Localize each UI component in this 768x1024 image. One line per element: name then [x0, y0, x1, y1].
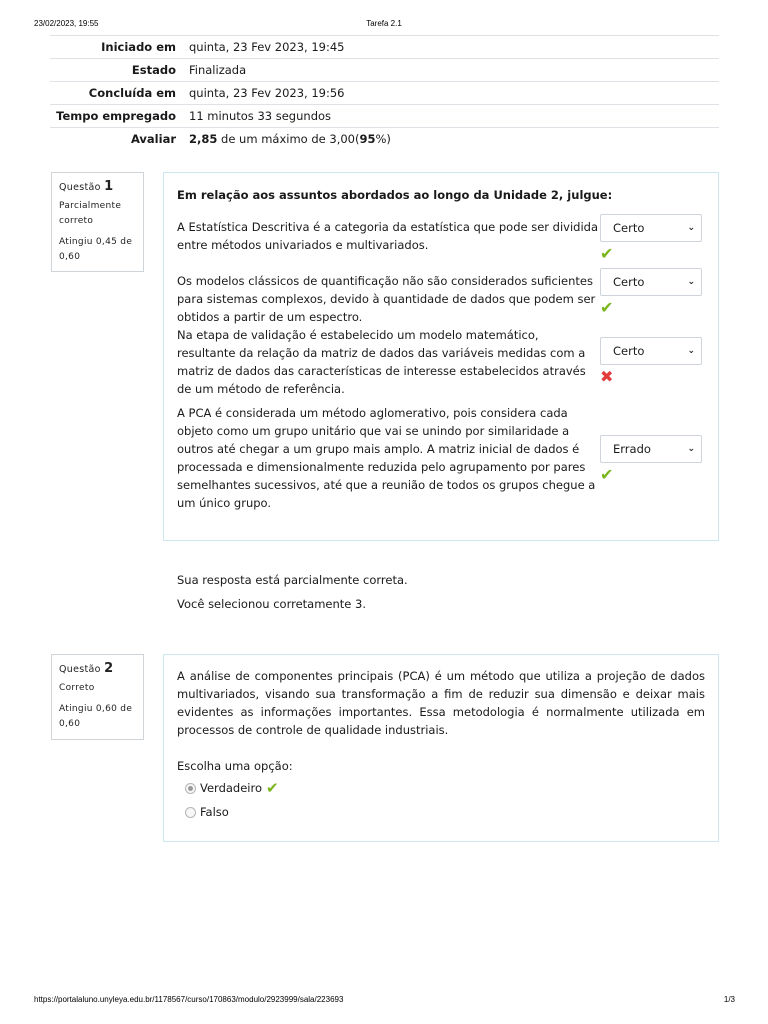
match-item-text: A Estatística Descritiva é a categoria da estatística que pode ser dividida entre métodos univariados e multivariados.: [177, 220, 599, 252]
grade-percent: 95: [359, 132, 376, 146]
question-1-content: [163, 172, 719, 541]
match-item-control: [600, 214, 702, 262]
match-item-control: [600, 435, 702, 483]
cross-icon: ✖: [600, 367, 614, 386]
summary-label: Estado: [131, 63, 176, 77]
print-title: Tarefa 2.1: [366, 19, 402, 28]
summary-value: quinta, 23 Fev 2023, 19:56: [189, 86, 345, 100]
question-number-prefix: Questão: [59, 664, 101, 675]
option-label: Falso: [200, 805, 229, 819]
match-item-1: [177, 218, 705, 272]
chevron-down-icon: ⌄: [687, 346, 695, 356]
match-item-4: [177, 404, 705, 516]
question-2-info: [51, 654, 144, 740]
question-number: [59, 179, 136, 195]
chevron-down-icon: ⌄: [687, 444, 695, 454]
answer-select-value: Certo: [613, 344, 645, 358]
summary-row-completed: [50, 81, 719, 104]
grade-middle: de um máximo de 3,00(: [217, 132, 360, 146]
answer-select[interactable]: [600, 214, 702, 242]
question-prompt: Escolha uma opção:: [177, 759, 293, 773]
question-text: A análise de componentes principais (PCA) é um método que utiliza a projeção de dados multivariados, visando sua transformação a fim de reduzir sua dimensão e deixar mais evidentes as informações importantes. Essa metodologia é normalmente utilizada em processos de controle de qualidade industriais.: [177, 669, 705, 737]
feedback-partial: Sua resposta está parcialmente correta.: [177, 573, 408, 587]
summary-grade-value: [181, 128, 719, 150]
print-footer: [0, 995, 768, 1007]
option-false[interactable]: [185, 803, 705, 821]
question-2-content: [163, 654, 719, 842]
option-true[interactable]: [185, 779, 705, 797]
answer-select[interactable]: [600, 337, 702, 365]
match-item-control: [600, 337, 702, 385]
question-1-info: [51, 172, 144, 272]
print-url: https://portalaluno.unyleya.edu.br/1178567/curso/170863/modulo/2923999/sala/223693: [34, 995, 344, 1004]
answer-select-value: Errado: [613, 442, 651, 456]
question-number-value: 2: [104, 661, 114, 676]
answer-select-value: Certo: [613, 275, 645, 289]
question-number-value: 1: [104, 179, 114, 194]
match-item-3: [177, 326, 705, 404]
chevron-down-icon: ⌄: [687, 277, 695, 287]
match-item-text: Os modelos clássicos de quantificação não são considerados suficientes para sistemas complexos, devido à quantidade de dados que podem ser obtidos a partir de um espectro.: [177, 274, 596, 324]
print-page-number: 1/3: [723, 995, 735, 1004]
match-item-control: [600, 268, 702, 316]
question-grade: Atingiu 0,60 de 0,60: [59, 704, 133, 729]
summary-row-state: [50, 58, 719, 81]
question-number: [59, 661, 136, 677]
summary-label: Avaliar: [130, 132, 176, 146]
question-1-feedback: [177, 571, 408, 613]
match-item-text: A PCA é considerada um método aglomerativo, pois considera cada objeto como um grupo unitário que vai se unindo por similaridade a outros até chegar a um grupo mais amplo. A matriz inicial de dados é processada e dimensionalmente reduzida pelo agrupamento por pares semelhantes sucessivos, até que a reunião de todos os grupos chegue a um único grupo.: [177, 406, 596, 510]
radio-button[interactable]: [185, 783, 196, 794]
check-icon: ✔: [600, 244, 614, 263]
summary-label: Iniciado em: [101, 40, 176, 54]
summary-value: quinta, 23 Fev 2023, 19:45: [189, 40, 345, 54]
match-item-text: Na etapa de validação é estabelecido um modelo matemático, resultante da relação da matriz de dados das variáveis medidas com a matriz de dados das características de interesse estabelecidos através de um método de referência.: [177, 328, 586, 396]
attempt-summary-table: [50, 35, 719, 150]
question-number-prefix: Questão: [59, 182, 101, 193]
match-item-2: [177, 272, 705, 326]
option-label: Verdadeiro: [200, 781, 263, 795]
summary-value: Finalizada: [189, 63, 247, 77]
summary-row-time-taken: [50, 104, 719, 127]
check-icon: ✔: [266, 779, 279, 797]
print-header: [0, 19, 768, 31]
summary-row-started: [50, 35, 719, 58]
check-icon: ✔: [600, 298, 614, 317]
print-datetime: 23/02/2023, 19:55: [34, 19, 99, 28]
feedback-count: Você selecionou corretamente 3.: [177, 597, 366, 611]
summary-label: Tempo empregado: [56, 109, 176, 123]
radio-button[interactable]: [185, 807, 196, 818]
answer-select[interactable]: [600, 435, 702, 463]
question-state: Correto: [59, 683, 95, 693]
summary-label: Concluída em: [88, 86, 176, 100]
question-state: Parcialmente correto: [59, 201, 122, 226]
question-grade: Atingiu 0,45 de 0,60: [59, 237, 133, 262]
grade-end: %): [375, 132, 391, 146]
summary-row-grade: [50, 127, 719, 150]
question-title: Em relação aos assuntos abordados ao longo da Unidade 2, julgue:: [177, 188, 613, 202]
chevron-down-icon: ⌄: [687, 223, 695, 233]
summary-value: 11 minutos 33 segundos: [189, 109, 332, 123]
answer-select-value: Certo: [613, 221, 645, 235]
grade-score: 2,85: [189, 132, 218, 146]
answer-select[interactable]: [600, 268, 702, 296]
check-icon: ✔: [600, 465, 614, 484]
